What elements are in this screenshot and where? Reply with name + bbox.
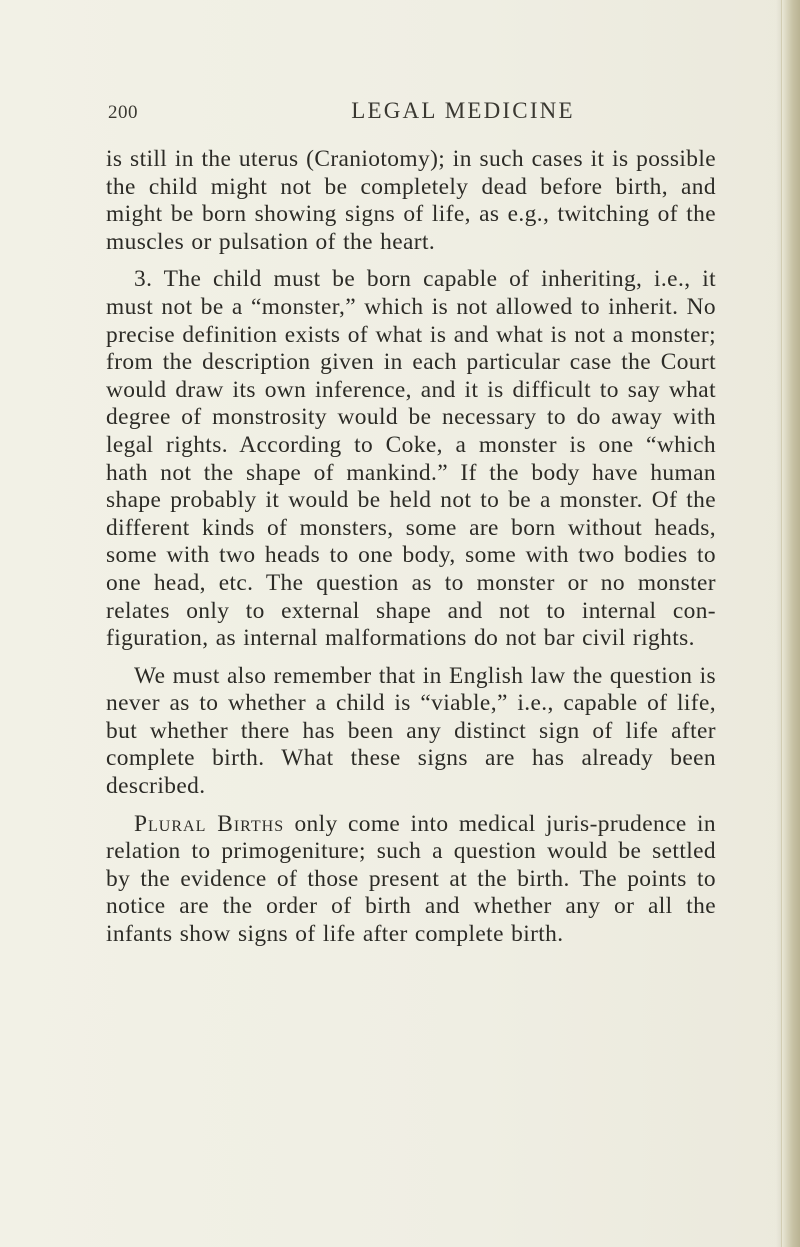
paragraph-monster: 3. The child must be born capable of inheriting, i.e., it must not be a “monster,” which is not allowed to inherit. No precise definition exists of what is and what is not a monster; from the description given in each particular case the Court would draw its own inference, and it is difficult to say what degree of monstrosity would be necessary to do away with legal rights. According to Coke, a monster is one “which hath not the shape of mankind.” If the body have human shape probably it would be held not to be a monster. Of the different kinds of monsters, some are born without heads, some with two heads to one body, some with two bodies to one head, etc. The question as to monster or no monster relates only to external shape and not to internal con-figuration, as internal malformations do not bar civil rights. [106, 266, 716, 652]
running-head: LEGAL MEDICINE [351, 98, 575, 123]
page-header [108, 96, 722, 132]
paragraph-viable: We must also remember that in English law the question is never as to whether a child is “viable,” i.e., capable of life, but whether there has been any distinct sign of life after complete birth. What these signs are has already been described. [106, 662, 716, 800]
page-number: 200 [108, 102, 138, 123]
plural-births-lead: Plural Births [134, 810, 285, 837]
paragraph-continuation: is still in the uterus (Craniotomy); in such cases it is possible the child might not be completely dead before birth, and might be born showing signs of life, as e.g., twitching of the muscles or pulsation of the heart. [106, 146, 716, 255]
paragraph-plural-births [106, 811, 716, 949]
body-text [106, 146, 716, 949]
plural-births-text: only come into medical juris-prudence in relation to primogeniture; such a question would be settled by the evidence of those present at the birth. The points to notice are the order of birth and whether any or all the infants show signs of life after complete birth. [106, 810, 716, 948]
page-edge [781, 0, 800, 1247]
